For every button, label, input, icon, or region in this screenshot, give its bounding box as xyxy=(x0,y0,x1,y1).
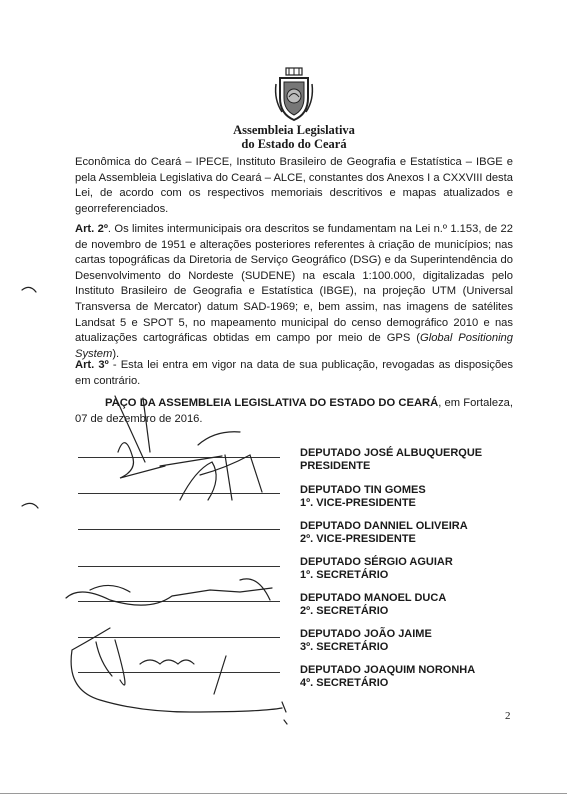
signatory-name: DEPUTADO MANOEL DUCA xyxy=(300,592,447,604)
institution-title-line1: Assembleia Legislativa xyxy=(233,123,355,137)
gps-expansion: Global Positioning System xyxy=(75,332,513,360)
closing-institution: PAÇO DA ASSEMBLEIA LEGISLATIVA DO ESTADO DO CEARÁ xyxy=(105,397,439,409)
signatory-role: 1º. VICE-PRESIDENTE xyxy=(300,497,416,509)
signature-line xyxy=(78,493,280,494)
signatory-role: 2º. SECRETÁRIO xyxy=(300,605,389,617)
page-edge-rule xyxy=(0,793,567,794)
signature-line xyxy=(78,566,280,567)
article-2-text-end: ). xyxy=(112,347,120,360)
signatory-name: DEPUTADO JOÃO JAIME xyxy=(300,628,432,640)
signatory-role: 1º. SECRETÁRIO xyxy=(300,569,389,581)
article-3-paragraph xyxy=(75,358,513,389)
article-2-text: . Os limites intermunicipais ora descritos se fundamentam na Lei n.º 1.153, de 22 de novembro de 1951 e alterações posteriores referentes à criação de municípios; nas cartas topográficas da Diretoria de Serviço Geográfico (DSG) e da Superintendência do Desenvolvimento do Nordeste (SUDENE) na escala 1:100.000, digitalizadas pelo Instituto Brasileiro de Geografia e Estatística (IBGE), na projeção UTM (Universal Transversa de Mercator) datum SAD-1969; e, bem assim, nas imagens de satélites Landsat 5 e SPOT 5, no mapeamento municipal do censo demográfico 2010 e nas atualizações cartográficas obtidas em campo por meio de GPS ( xyxy=(75,223,513,345)
signatory-name: DEPUTADO JOAQUIM NORONHA xyxy=(300,664,476,676)
signatory-role: 3º. SECRETÁRIO xyxy=(300,641,389,653)
signature-line xyxy=(78,672,280,673)
institution-title-line2: do Estado do Ceará xyxy=(241,137,347,151)
article-3-label: Art. 3º xyxy=(75,359,109,371)
signature-line xyxy=(78,637,280,638)
signatory-name: DEPUTADO TIN GOMES xyxy=(300,484,426,496)
signatory-role: 4º. SECRETÁRIO xyxy=(300,677,389,689)
signature-line xyxy=(78,601,280,602)
article-2-paragraph xyxy=(75,222,513,362)
article-3-text: - Esta lei entra em vigor na data de sua publicação, revogadas as disposições em contrário. xyxy=(75,359,513,387)
article-2-label: Art. 2º xyxy=(75,223,108,235)
signatory-name: DEPUTADO JOSÉ ALBUQUERQUE xyxy=(300,447,483,459)
signatory-name: DEPUTADO DANNIEL OLIVEIRA xyxy=(300,520,468,532)
closing-place-date: , em Fortaleza, 07 de dezembro de 2016. xyxy=(75,397,514,425)
signature-line xyxy=(78,529,280,530)
signatory-name: DEPUTADO SÉRGIO AGUIAR xyxy=(300,556,453,568)
state-coat-of-arms-icon xyxy=(272,66,316,122)
page-number: 2 xyxy=(505,710,511,722)
signatory-role: 2º. VICE-PRESIDENTE xyxy=(300,533,416,545)
signatory-role: PRESIDENTE xyxy=(300,460,371,472)
signature-line xyxy=(78,457,280,458)
closing-paragraph xyxy=(75,396,513,427)
paragraph-anexos: Econômica do Ceará – IPECE, Instituto Brasileiro de Geografia e Estatística – IBGE e pela Assembleia Legislativa do Ceará – ALCE, constantes dos Anexos I a CXXVIII desta Lei, de acordo com os respectivos memoriais descritivos e mapas atualizados e georreferenciados. xyxy=(75,156,513,215)
